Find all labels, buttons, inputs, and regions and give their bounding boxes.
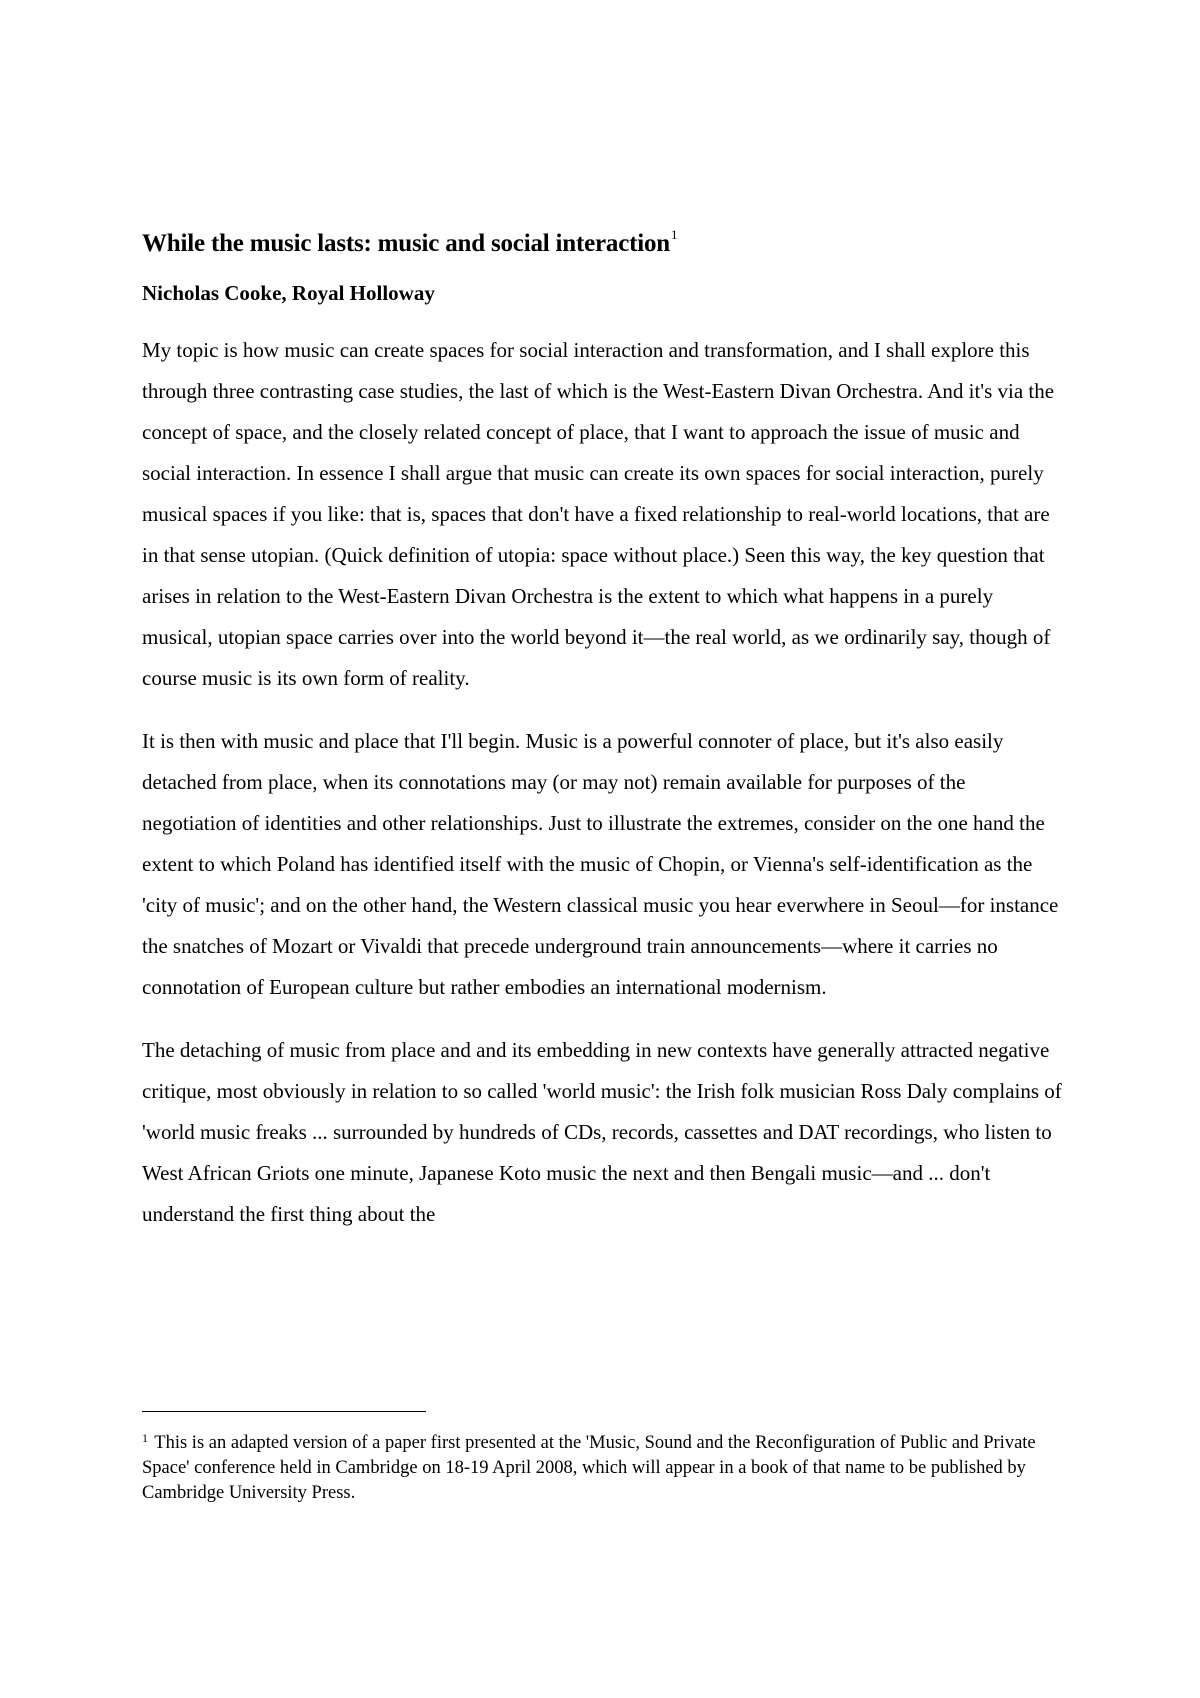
- footnote-divider: [142, 1411, 426, 1412]
- footnote-text: This is an adapted version of a paper first presented at the 'Music, Sound and the Reconfiguration of Public and Private Space' conference held in Cambridge on 18-19 April 2008, which will appear in a book of that name to be published by Cambridge University Press.: [142, 1433, 1036, 1503]
- paper-title: [142, 224, 1062, 264]
- footnote: [142, 1431, 1062, 1506]
- title-footnote-marker[interactable]: 1: [670, 227, 678, 242]
- paper-author: Nicholas Cooke, Royal Holloway: [142, 281, 435, 305]
- paragraph: It is then with music and place that I'll begin. Music is a powerful connoter of place, but it's also easily detached from place, when its connotations may (or may not) remain available for purposes of the negotiation of identities and other relationships. Just to illustrate the extremes, consider on the one hand the extent to which Poland has identified itself with the music of Chopin, or Vienna's self-identification as the 'city of music'; and on the other hand, the Western classical music you hear everwhere in Seoul—for instance the snatches of Mozart or Vivaldi that precede underground train announcements—where it carries no connotation of European culture but rather embodies an international modernism.: [142, 729, 1059, 999]
- paragraph: The detaching of music from place and and its embedding in new contexts have generally attracted negative critique, most obviously in relation to so called 'world music': the Irish folk musician Ross Daly complains of 'world music freaks ... surrounded by hundreds of CDs, records, cassettes and DAT recordings, who listen to West African Griots one minute, Japanese Koto music the next and then Bengali music—and ... don't understand the first thing about the: [142, 1038, 1062, 1226]
- paragraph: My topic is how music can create spaces for social interaction and transformation, and I shall explore this through three contrasting case studies, the last of which is the West-Eastern Divan Orchestra. And it's via the concept of space, and the closely related concept of place, that I want to approach the issue of music and social interaction. In essence I shall argue that music can create its own spaces for social interaction, purely musical spaces if you like: that is, spaces that don't have a fixed relationship to real-world locations, that are in that sense utopian. (Quick definition of utopia: space without place.) Seen this way, the key question that arises in relation to the West-Eastern Divan Orchestra is the extent to which what happens in a purely musical, utopian space carries over into the world beyond it—the real world, as we ordinarily say, though of course music is its own form of reality.: [142, 338, 1055, 690]
- paper-title-text: While the music lasts: music and social interaction: [142, 230, 670, 257]
- paper-body: [142, 224, 1062, 1235]
- footnote-marker: 1: [142, 1431, 148, 1445]
